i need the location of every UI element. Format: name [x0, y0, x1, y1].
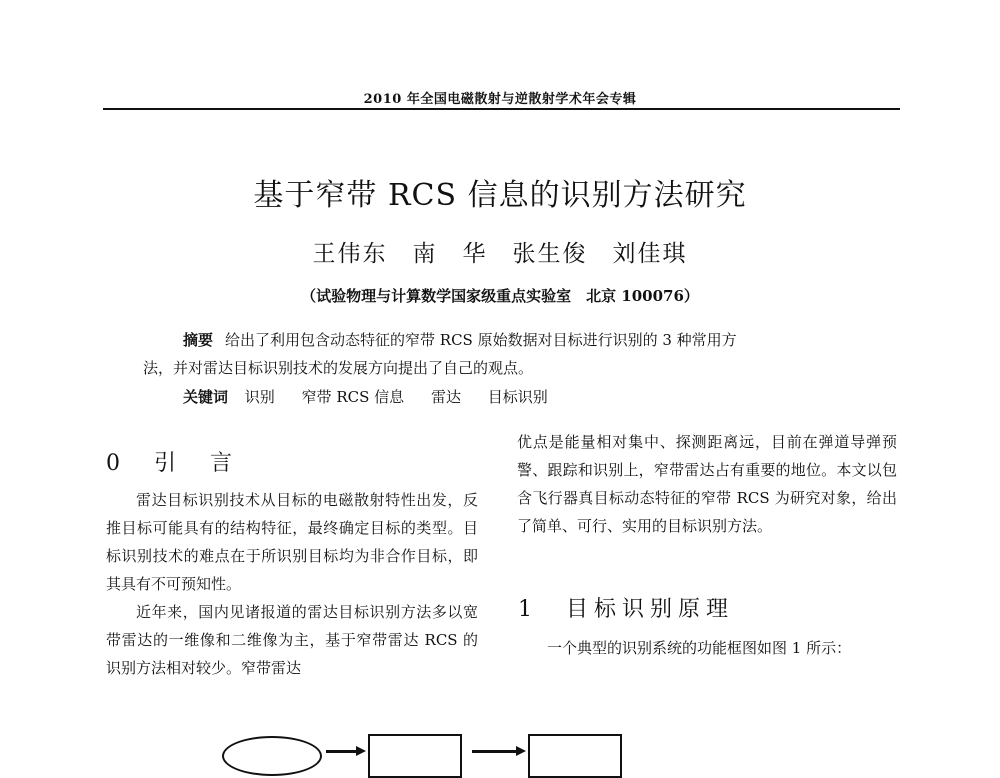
abstract-line-2: 法，并对雷达目标识别技术的发展方向提出了自己的观点。: [143, 359, 534, 377]
abstract-label: 摘要: [183, 331, 214, 349]
paragraph: 优点是能量相对集中、探测距离远，目前在弹道导弹预警、跟踪和识别上，窄带雷达占有重要的地位。本文以包含飞行器真目标动态特征的窄带 RCS 为研究对象，给出了简单、可行、实用的目标识别方法。: [517, 433, 897, 535]
keywords-label: 关键词: [183, 388, 229, 406]
paper-title: 基于窄带 RCS 信息的识别方法研究: [253, 178, 747, 213]
left-column: [106, 486, 478, 682]
diagram-target-node: [222, 736, 322, 776]
right-column-top: [517, 428, 897, 540]
right-column-bottom: [517, 634, 897, 662]
paragraph: 一个典型的识别系统的功能框图如图 1 所示：: [547, 639, 852, 657]
keyword-item: 识别: [244, 388, 275, 406]
running-header: 2010 年全国电磁散射与逆散射学术年会专辑: [363, 92, 637, 107]
keywords: [183, 386, 570, 407]
paragraph: 雷达目标识别技术从目标的电磁散射特性出发，反推目标可能具有的结构特征，最终确定目标的类型。目标识别技术的难点在于所识别目标均为非合作目标，即其具有不可预知性。: [106, 491, 478, 593]
section-0-heading: 0 引 言: [106, 451, 238, 476]
keyword-item: 目标识别: [487, 388, 548, 406]
diagram-box: [528, 734, 622, 778]
section-1-heading: 1 目标识别原理: [518, 597, 734, 622]
abstract-text-1: 给出了利用包含动态特征的窄带 RCS 原始数据对目标进行识别的 3 种常用方: [225, 331, 737, 349]
keyword-item: 窄带 RCS 信息: [301, 388, 405, 406]
diagram-arrow: [472, 750, 518, 753]
diagram-arrow: [326, 750, 358, 753]
abstract: [143, 326, 883, 382]
diagram-box: [368, 734, 462, 778]
figure-1-diagram: [210, 728, 630, 768]
keyword-item: 雷达: [430, 388, 461, 406]
paper-affiliation: （试验物理与计算数学国家级重点实验室 北京 100076）: [301, 287, 699, 305]
paragraph: 近年来，国内见诸报道的雷达目标识别方法多以宽带雷达的一维像和二维像为主，基于窄带雷达 RCS 的识别方法相对较少。窄带雷达: [106, 603, 478, 677]
abstract-line-1: [143, 326, 883, 354]
header-rule: [103, 108, 900, 110]
paper-authors: 王伟东 南 华 张生俊 刘佳琪: [312, 241, 688, 267]
